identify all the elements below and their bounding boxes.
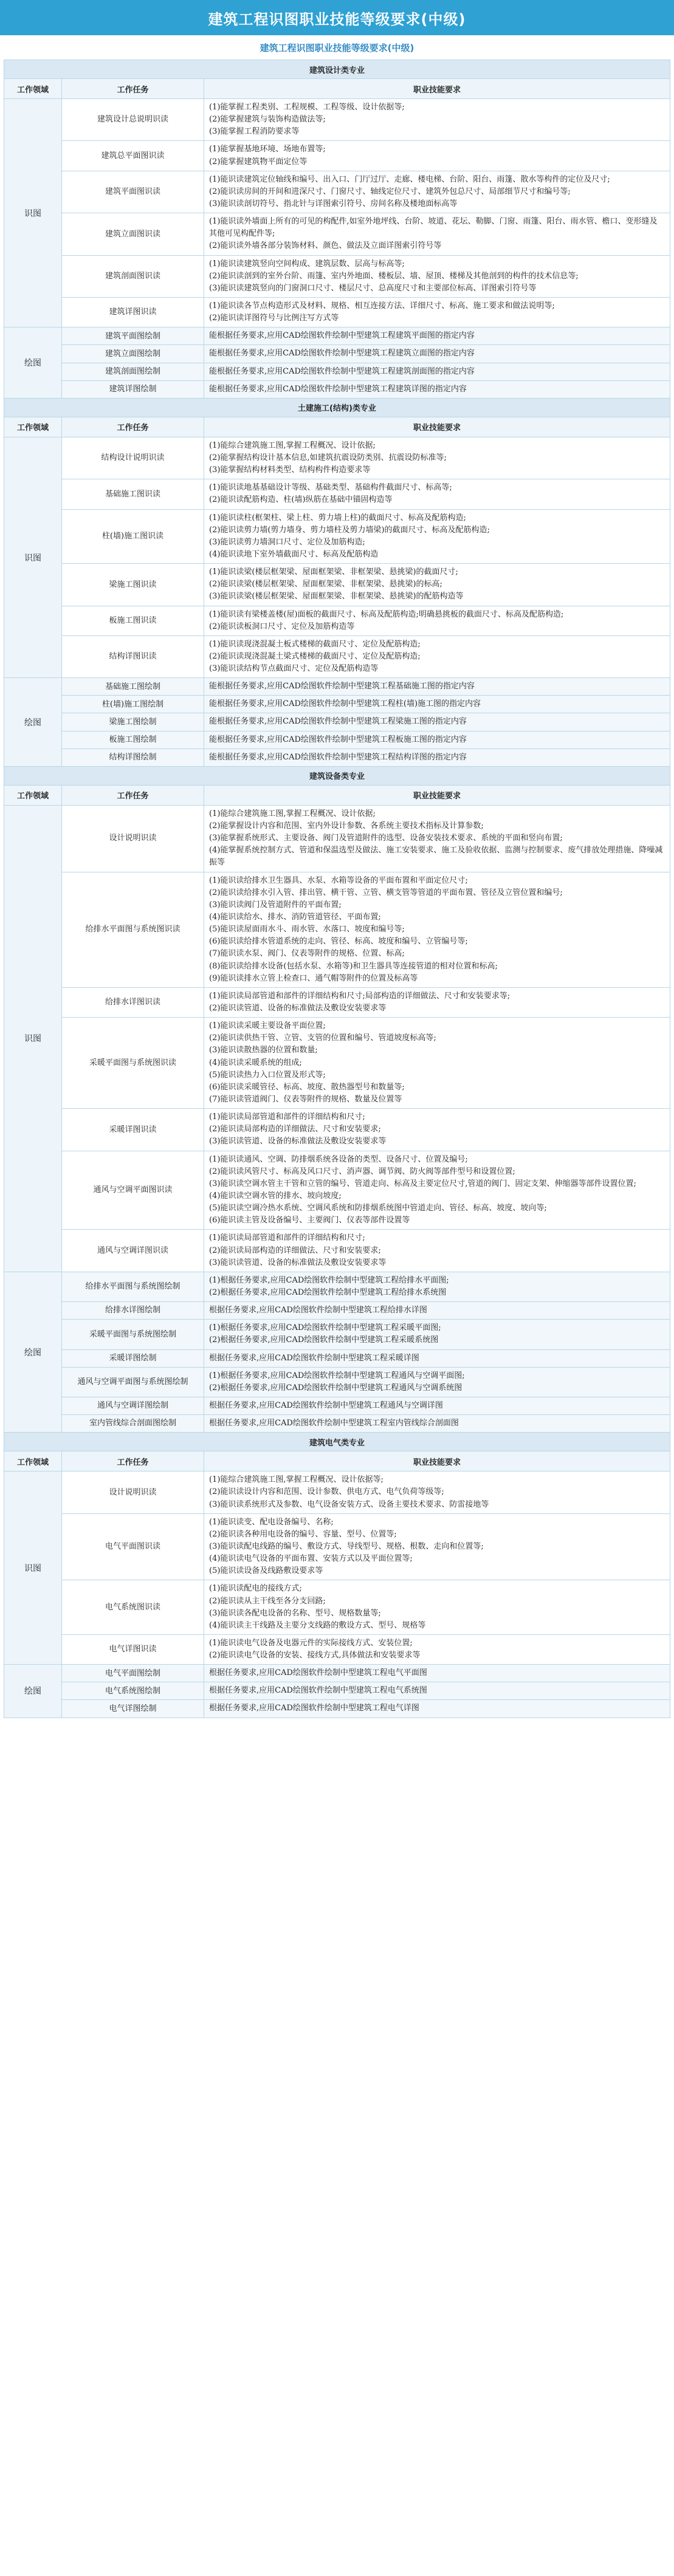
- requirement-line: (2)能识读房间的开间和进深尺寸、门窗尺寸、轴线定位尺寸、建筑外包总尺寸、局部细节尺寸和编号等;: [209, 187, 571, 196]
- table-row: [4, 748, 670, 766]
- requirement-line: (5)能识读屋面雨水斗、雨水管、水落口、坡度和编号等;: [209, 925, 405, 934]
- task-cell: 给排水详图识读: [62, 987, 204, 1017]
- requirement-line: (2)能识读详图符号与比例注写方式等: [209, 313, 339, 323]
- requirement-line: (6)能识读采暖管径、标高、坡度、散热器型号和数量等;: [209, 1082, 405, 1092]
- task-cell: 电气平面图识读: [62, 1513, 204, 1580]
- column-header-requirements: 职业技能要求: [204, 785, 670, 805]
- page-footer-spacer: [0, 1718, 674, 1727]
- task-cell: 板施工图绘制: [62, 731, 204, 748]
- requirements-cell: [204, 731, 670, 748]
- requirements-cell: [204, 1397, 670, 1414]
- task-cell: 电气详图绘制: [62, 1700, 204, 1718]
- column-header-task: 工作任务: [62, 417, 204, 437]
- table-row: [4, 437, 670, 479]
- table-row: [4, 1415, 670, 1433]
- requirement-line: (8)能识读给排水设备(包括水泵、水箱等)和卫生器具等连接管道的相对位置和标高;: [209, 961, 498, 971]
- table-row: [4, 1349, 670, 1367]
- table-row: [4, 731, 670, 748]
- requirement-line: (3)能识读梁(楼层框架梁、屋面框架梁、非框架梁、悬挑梁)的配筋构造等: [209, 592, 464, 601]
- table-row: [4, 141, 670, 171]
- requirement-line: (7)能识读水泵、阀门、仪表等附件的规格、位置、标高;: [209, 949, 405, 959]
- requirement-line: (4)能识读采暖系统的组成;: [209, 1058, 302, 1067]
- column-header-task: 工作任务: [62, 79, 204, 99]
- table-row: [4, 805, 670, 872]
- column-header-area: 工作领域: [4, 417, 62, 437]
- requirements-cell: [204, 255, 670, 297]
- requirement-line: (2)能识读局部构造的详细做法、尺寸和安装要求;: [209, 1245, 381, 1255]
- requirement-line: (2)能识读设计内容和范围、设计参数、供电方式、电气负荷等级等;: [209, 1487, 444, 1497]
- table-row: [4, 213, 670, 255]
- task-cell: 建筑详图识读: [62, 297, 204, 327]
- requirement-line: (3)能掌握结构材料类型、结构构件构造要求等: [209, 465, 371, 475]
- requirement-line: (3)能识读剖切符号、指北针与详图索引符号、房间名称及楼地面标高等: [209, 199, 458, 208]
- task-cell: 基础施工图识读: [62, 479, 204, 509]
- requirement-line: (1)能识读局部管道和部件的详细结构和尺寸;: [209, 1233, 365, 1243]
- requirements-cell: [204, 380, 670, 398]
- column-header-area: 工作领域: [4, 785, 62, 805]
- requirement-line: (2)能识读管道、设备的标准做法及敷设安装要求等: [209, 1004, 387, 1013]
- requirement-line: (5)能识读空调冷热水系统、空调风系统和防排烟系统图中管道走向、管径、标高、坡度、坡向等;: [209, 1204, 547, 1213]
- requirement-line: (1)能掌握基地环境、场地布置等;: [209, 145, 326, 154]
- requirements-cell: [204, 987, 670, 1017]
- requirement-line: (1)能识读变、配电设备编号、名称;: [209, 1517, 334, 1527]
- requirement-line: 根据任务要求,应用CAD绘图软件绘制中型建筑工程通风与空调详图: [209, 1400, 443, 1410]
- requirement-line: (3)能识读结构节点截面尺寸、定位及配筋构造等: [209, 664, 379, 674]
- requirement-line: (1)能识读电气设备及电器元件的实际接线方式、安装位置;: [209, 1638, 413, 1648]
- requirements-cell: [204, 509, 670, 564]
- requirement-line: (2)能识读电气设备的安装、接线方式,具体做法和安装要求等: [209, 1651, 421, 1660]
- table-row: [4, 345, 670, 363]
- section-title-row: [4, 1433, 670, 1451]
- requirements-cell: [204, 1665, 670, 1682]
- requirement-line: (2)根据任务要求,应用CAD绘图软件绘制中型建筑工程采暖系统图: [209, 1335, 439, 1345]
- requirement-line: (2)能识读外墙各部分装饰材料、颜色、做法及立面详图索引符号等: [209, 241, 442, 251]
- section-title-row: [4, 398, 670, 417]
- table-row: [4, 635, 670, 677]
- requirement-line: (3)能识读空调水管主干管和立管的编号、管道走向、标高及主要定位尺寸,管道的阀门、固定支架、伸缩器等部件设置位置;: [209, 1179, 636, 1188]
- requirements-cell: [204, 696, 670, 713]
- requirement-line: (1)能综合建筑施工图,掌握工程概况、设计依据;: [209, 809, 376, 818]
- requirement-line: (1)能综合建筑施工图,掌握工程概况、设计依据;: [209, 440, 376, 450]
- table-row: [4, 255, 670, 297]
- requirements-cell: [204, 564, 670, 606]
- requirements-cell: [204, 1230, 670, 1272]
- requirements-cell: [204, 363, 670, 380]
- work-area-cell: 识图: [4, 437, 62, 677]
- page-header: [0, 0, 674, 35]
- requirements-cell: [204, 171, 670, 213]
- requirement-line: (1)能识读配电的接线方式;: [209, 1584, 302, 1594]
- requirement-line: 能根据任务要求,应用CAD绘图软件绘制中型建筑工程板施工图的指定内容: [209, 735, 467, 744]
- task-cell: 采暖详图绘制: [62, 1349, 204, 1367]
- table-row: [4, 1471, 670, 1513]
- table-row: [4, 327, 670, 345]
- task-cell: 柱(墙)施工图绘制: [62, 696, 204, 713]
- table-row: [4, 696, 670, 713]
- requirements-cell: [204, 213, 670, 255]
- requirement-line: (4)能识读主干线路及主要分支线路的敷设方式、型号、规格等: [209, 1620, 426, 1630]
- requirement-line: (1)根据任务要求,应用CAD绘图软件绘制中型建筑工程采暖平面图;: [209, 1323, 441, 1333]
- requirement-line: (4)能识读给水、排水、消防管道管径、平面布置;: [209, 913, 381, 922]
- requirement-line: 能根据任务要求,应用CAD绘图软件绘制中型建筑工程结构详图的指定内容: [209, 752, 467, 762]
- requirement-line: (2)能掌握建筑与装饰构造做法等;: [209, 115, 326, 125]
- requirement-line: (2)能识读风管尺寸、标高及风口尺寸、消声器、调节阀、防火阀等部件型号和设置位置;: [209, 1166, 515, 1176]
- table-row: [4, 1580, 670, 1635]
- requirement-line: (3)能识读管道、设备的标准做法及敷设安装要求等: [209, 1137, 387, 1146]
- requirement-line: (5)能识读热力入口位置及形式等;: [209, 1070, 326, 1080]
- requirements-cell: [204, 141, 670, 171]
- requirement-line: 能根据任务要求,应用CAD绘图软件绘制中型建筑工程基础施工图的指定内容: [209, 682, 475, 691]
- table-row: [4, 479, 670, 509]
- column-header-requirements: 职业技能要求: [204, 1451, 670, 1471]
- column-header-requirements: 职业技能要求: [204, 79, 670, 99]
- requirements-cell: [204, 1415, 670, 1433]
- requirement-line: (3)能识读建筑竖向的门窗洞口尺寸、楼层尺寸、总高度尺寸和主要部位标高、详图索引符号等: [209, 283, 537, 293]
- work-area-cell: 绘图: [4, 1272, 62, 1432]
- task-cell: 结构详图识读: [62, 635, 204, 677]
- requirement-line: (4)能识读地下室外墙截面尺寸、标高及配筋构造: [209, 549, 379, 559]
- table-row: [4, 99, 670, 141]
- requirement-line: 能根据任务要求,应用CAD绘图软件绘制中型建筑工程建筑详图的指定内容: [209, 384, 467, 394]
- section-title: 建筑电气类专业: [4, 1433, 670, 1451]
- requirement-line: (6)能识读给排水管道系统的走向、管径、标高、坡度和编号、立管编号等;: [209, 937, 468, 947]
- table-row: [4, 1151, 670, 1230]
- task-cell: 采暖详图识读: [62, 1109, 204, 1151]
- task-cell: 建筑详图绘制: [62, 380, 204, 398]
- requirement-line: (3)能识读阀门及管道附件的平面布置;: [209, 900, 342, 909]
- column-header-task: 工作任务: [62, 785, 204, 805]
- requirements-cell: [204, 327, 670, 345]
- task-cell: 通风与空调平面图与系统图绘制: [62, 1367, 204, 1397]
- requirements-cell: [204, 1320, 670, 1349]
- column-header-area: 工作领域: [4, 1451, 62, 1471]
- requirements-cell: [204, 805, 670, 872]
- requirement-line: (1)根据任务要求,应用CAD绘图软件绘制中型建筑工程给排水平面图;: [209, 1275, 449, 1285]
- requirement-line: (1)根据任务要求,应用CAD绘图软件绘制中型建筑工程通风与空调平面图;: [209, 1371, 465, 1380]
- requirements-cell: [204, 1513, 670, 1580]
- requirements-cell: [204, 635, 670, 677]
- requirement-line: (3)能识读配电线路的编号、敷设方式、导线型号、规格、根数、走向和位置等;: [209, 1541, 484, 1551]
- requirement-line: (1)能识读给排水卫生器具、水泵、水箱等设备的平面布置和平面定位尺寸;: [209, 875, 468, 885]
- work-area-cell: 识图: [4, 805, 62, 1272]
- requirement-line: 根据任务要求,应用CAD绘图软件绘制中型建筑工程室内管线综合剖面图: [209, 1419, 459, 1428]
- work-area-cell: 识图: [4, 1471, 62, 1665]
- requirements-cell: [204, 479, 670, 509]
- requirement-line: 根据任务要求,应用CAD绘图软件绘制中型建筑工程给排水详图: [209, 1306, 427, 1315]
- table-row: [4, 1700, 670, 1718]
- requirement-line: (3)能识读散热器的位置和数量;: [209, 1046, 318, 1055]
- requirements-cell: [204, 1471, 670, 1513]
- requirement-line: (1)能识读通风、空调、防排烟系统各设备的类型、设备尺寸、位置及编号;: [209, 1154, 468, 1164]
- requirement-line: (2)能识读各种用电设备的编号、容量、型号、位置等;: [209, 1529, 397, 1539]
- requirement-line: (1)能识读现浇混凝土板式楼梯的截面尺寸、定位及配筋构造;: [209, 639, 421, 649]
- task-cell: 通风与空调详图识读: [62, 1230, 204, 1272]
- requirement-line: (2)根据任务要求,应用CAD绘图软件绘制中型建筑工程给排水系统图: [209, 1287, 447, 1297]
- requirements-cell: [204, 606, 670, 635]
- table-row: [4, 1109, 670, 1151]
- requirements-cell: [204, 1634, 670, 1664]
- requirements-table-body: [4, 60, 670, 1718]
- task-cell: 梁施工图识读: [62, 564, 204, 606]
- section-title: 土建施工(结构)类专业: [4, 398, 670, 417]
- requirement-line: (2)能掌握设计内容和范围、室内外设计参数、各系统主要技术指标及计算参数;: [209, 821, 484, 831]
- requirements-cell: [204, 678, 670, 696]
- table-row: [4, 363, 670, 380]
- requirements-cell: [204, 1700, 670, 1718]
- requirements-cell: [204, 1018, 670, 1109]
- task-cell: 建筑剖面图绘制: [62, 363, 204, 380]
- task-cell: 结构设计说明识读: [62, 437, 204, 479]
- task-cell: 建筑剖面图识读: [62, 255, 204, 297]
- requirement-line: (2)能掌握结构设计基本信息,如建筑抗震设防类别、抗震设防标准等;: [209, 453, 447, 462]
- requirement-line: 能根据任务要求,应用CAD绘图软件绘制中型建筑工程柱(墙)施工图的指定内容: [209, 699, 481, 709]
- task-cell: 梁施工图绘制: [62, 713, 204, 731]
- requirements-table: [4, 60, 670, 1718]
- task-cell: 建筑平面图绘制: [62, 327, 204, 345]
- task-cell: 采暖平面图与系统图绘制: [62, 1320, 204, 1349]
- requirement-line: (4)能识读电气设备的平面布置、安装方式以及平面位置等;: [209, 1554, 413, 1564]
- requirements-cell: [204, 99, 670, 141]
- column-header-task: 工作任务: [62, 1451, 204, 1471]
- requirement-line: 能根据任务要求,应用CAD绘图软件绘制中型建筑工程建筑剖面图的指定内容: [209, 366, 475, 376]
- table-wrapper: [0, 60, 674, 1718]
- requirement-line: (1)能识读有梁楼盖楼(屋)面板的截面尺寸、标高及配筋构造;明确悬挑板的截面尺寸、标高及配筋构造;: [209, 609, 564, 619]
- table-row: [4, 1302, 670, 1320]
- requirements-cell: [204, 1367, 670, 1397]
- requirement-line: 根据任务要求,应用CAD绘图软件绘制中型建筑工程电气系统图: [209, 1686, 427, 1696]
- work-area-cell: 识图: [4, 99, 62, 327]
- requirement-line: (1)能综合建筑施工图,掌握工程概况、设计依据等;: [209, 1475, 383, 1485]
- table-row: [4, 380, 670, 398]
- requirements-cell: [204, 1302, 670, 1320]
- requirement-line: (5)能识读设备及线路敷设要求等: [209, 1566, 323, 1576]
- task-cell: 电气系统图识读: [62, 1580, 204, 1635]
- requirements-cell: [204, 297, 670, 327]
- task-cell: 建筑平面图识读: [62, 171, 204, 213]
- task-cell: 室内管线综合剖面图绘制: [62, 1415, 204, 1433]
- table-row: [4, 1682, 670, 1700]
- table-row: [4, 987, 670, 1017]
- requirement-line: (2)能识读供热干管、立管、支管的位置和编号、管道坡度标高等;: [209, 1033, 436, 1043]
- task-cell: 给排水详图绘制: [62, 1302, 204, 1320]
- task-cell: 建筑总平面图识读: [62, 141, 204, 171]
- column-header-requirements: 职业技能要求: [204, 417, 670, 437]
- task-cell: 电气系统图绘制: [62, 1682, 204, 1700]
- column-header-area: 工作领域: [4, 79, 62, 99]
- requirement-line: (3)能掌握工程消防要求等: [209, 127, 300, 137]
- requirement-line: (1)能识读梁(楼层框架梁、屋面框架梁、非框架梁、悬挑梁)的截面尺寸;: [209, 567, 458, 577]
- task-cell: 建筑设计总说明识读: [62, 99, 204, 141]
- requirements-cell: [204, 1580, 670, 1635]
- table-row: [4, 297, 670, 327]
- requirements-cell: [204, 437, 670, 479]
- requirements-cell: [204, 1349, 670, 1367]
- requirement-line: (2)能识读现浇混凝土梁式楼梯的截面尺寸、定位及配筋构造;: [209, 651, 421, 661]
- requirements-cell: [204, 1151, 670, 1230]
- requirement-line: 根据任务要求,应用CAD绘图软件绘制中型建筑工程采暖详图: [209, 1353, 419, 1363]
- table-row: [4, 1513, 670, 1580]
- task-cell: 柱(墙)施工图识读: [62, 509, 204, 564]
- table-row: [4, 564, 670, 606]
- requirements-cell: [204, 748, 670, 766]
- section-title-row: [4, 60, 670, 79]
- table-row: [4, 678, 670, 696]
- requirement-line: 能根据任务要求,应用CAD绘图软件绘制中型建筑工程建筑立面图的指定内容: [209, 349, 475, 358]
- requirement-line: (1)能识读外墙面上所有的可见的构配件,如室外地坪线、台阶、坡道、花坛、勒脚、门窗、雨篷、阳台、雨水管、檐口、变形缝及其他可见构配件等;: [209, 217, 658, 239]
- table-caption-text: 建筑工程识图职业技能等级要求(中级): [260, 42, 414, 53]
- task-cell: 给排水平面图与系统图绘制: [62, 1272, 204, 1301]
- requirement-line: (2)能识读剖到的室外台阶、雨篷、室内外地面、楼板层、墙、屋顶、楼梯及其他剖到的构件的技术信息等;: [209, 271, 579, 281]
- requirement-line: (4)能识读空调水管的排水、坡向坡度;: [209, 1191, 342, 1201]
- requirements-cell: [204, 872, 670, 987]
- task-cell: 建筑立面图识读: [62, 213, 204, 255]
- requirement-line: 能根据任务要求,应用CAD绘图软件绘制中型建筑工程建筑平面图的指定内容: [209, 331, 475, 341]
- section-title: 建筑设备类专业: [4, 766, 670, 785]
- task-cell: 设计说明识读: [62, 1471, 204, 1513]
- requirement-line: 根据任务要求,应用CAD绘图软件绘制中型建筑工程电气详图: [209, 1704, 419, 1713]
- page-title: 建筑工程识图职业技能等级要求(中级): [208, 10, 466, 28]
- task-cell: 电气平面图绘制: [62, 1665, 204, 1682]
- requirement-line: (3)能识读各配电设备的名称、型号、规格数量等;: [209, 1608, 381, 1618]
- task-cell: 设计说明识读: [62, 805, 204, 872]
- table-row: [4, 1018, 670, 1109]
- requirement-line: (2)能识读剪力墙(剪力墙身、剪力墙柱及剪力墙梁)的截面尺寸、标高及配筋构造;: [209, 525, 490, 535]
- requirement-line: (3)能识读系统形式及参数、电气设备安装方式、设备主要技术要求、防雷接地等: [209, 1499, 489, 1509]
- requirement-line: (2)能识读从主干线至各分支回路;: [209, 1596, 326, 1606]
- table-row: [4, 1367, 670, 1397]
- requirement-line: (9)能识读排水立管上检查口、通气帽等附件的位置及标高等: [209, 973, 418, 983]
- requirement-line: (2)能识读局部构造的详细做法、尺寸和安装要求;: [209, 1125, 381, 1134]
- requirement-line: (6)能识读主管及设备编号、主要阀门、仪表等部件设置等: [209, 1216, 410, 1225]
- requirement-line: (3)能掌握系统形式、主要设备、阀门及管道附件的选型、设备安装技术要求、系统的平面和竖向布置;: [209, 834, 563, 843]
- requirement-line: (2)能识读给排水引入管、排出管、横干管、立管、横支管等管道的平面布置、管径及立管位置和编号;: [209, 888, 563, 897]
- column-header-row: [4, 785, 670, 805]
- column-header-row: [4, 417, 670, 437]
- table-row: [4, 1665, 670, 1682]
- table-row: [4, 713, 670, 731]
- task-cell: 给排水平面图与系统图识读: [62, 872, 204, 987]
- requirement-line: (1)能识读建筑定位轴线和编号、出入口、门厅过厅、走廊、楼电梯、台阶、阳台、雨篷、散水等构件的定位及尺寸;: [209, 174, 610, 184]
- requirements-cell: [204, 1272, 670, 1301]
- task-cell: 基础施工图绘制: [62, 678, 204, 696]
- requirement-line: (4)能掌握系统控制方式、管道和保温选型及做法、施工安装要求、施工及验收依据、监测与控制要求、废气排放处理措施、降噪减振等: [209, 846, 663, 868]
- task-cell: 建筑立面图绘制: [62, 345, 204, 363]
- requirement-line: (1)能识读建筑竖向空间构成、建筑层数、层高与标高等;: [209, 259, 405, 269]
- requirement-line: (2)能识读板洞口尺寸、定位及加筋构造等: [209, 622, 355, 631]
- requirements-cell: [204, 713, 670, 731]
- requirement-line: (7)能识读管道阀门、仪表等附件的规格、数量及位置等: [209, 1095, 402, 1104]
- requirement-line: 根据任务要求,应用CAD绘图软件绘制中型建筑工程电气平面图: [209, 1668, 427, 1678]
- work-area-cell: 绘图: [4, 678, 62, 767]
- requirements-cell: [204, 345, 670, 363]
- table-row: [4, 1634, 670, 1664]
- requirements-cell: [204, 1109, 670, 1151]
- requirement-line: 能根据任务要求,应用CAD绘图软件绘制中型建筑工程梁施工图的指定内容: [209, 717, 467, 727]
- column-header-row: [4, 79, 670, 99]
- task-cell: 通风与空调详图绘制: [62, 1397, 204, 1414]
- requirement-line: (2)能掌握建筑物平面定位等: [209, 157, 308, 166]
- table-row: [4, 171, 670, 213]
- table-row: [4, 606, 670, 635]
- table-row: [4, 1230, 670, 1272]
- requirement-line: (1)能识读采暖主要设备平面位置;: [209, 1021, 326, 1031]
- section-title: 建筑设计类专业: [4, 60, 670, 79]
- requirement-line: (2)能识读配筋构造、柱(墙)纵筋在基础中锚固构造等: [209, 495, 393, 505]
- requirement-line: (1)能识读局部管道和部件的详细结构和尺寸;局部构造的详细做法、尺寸和安装要求等;: [209, 991, 511, 1001]
- section-title-row: [4, 766, 670, 785]
- task-cell: 板施工图识读: [62, 606, 204, 635]
- table-row: [4, 1272, 670, 1301]
- table-row: [4, 872, 670, 987]
- work-area-cell: 绘图: [4, 327, 62, 399]
- table-row: [4, 1397, 670, 1414]
- table-caption: [0, 35, 674, 60]
- table-row: [4, 1320, 670, 1349]
- task-cell: 结构详图绘制: [62, 748, 204, 766]
- requirements-cell: [204, 1682, 670, 1700]
- requirement-line: (3)能识读剪力墙洞口尺寸、定位及加筋构造;: [209, 537, 365, 547]
- task-cell: 采暖平面图与系统图识读: [62, 1018, 204, 1109]
- requirement-line: (1)能识读局部管道和部件的详细结构和尺寸;: [209, 1112, 365, 1122]
- requirement-line: (3)能识读管道、设备的标准做法及敷设安装要求等: [209, 1258, 387, 1267]
- column-header-row: [4, 1451, 670, 1471]
- requirement-line: (2)能识读梁(楼层框架梁、屋面框架梁、非框架梁、悬挑梁)的标高;: [209, 580, 442, 589]
- work-area-cell: 绘图: [4, 1665, 62, 1718]
- requirement-line: (2)根据任务要求,应用CAD绘图软件绘制中型建筑工程通风与空调系统图: [209, 1383, 463, 1392]
- task-cell: 电气详图识读: [62, 1634, 204, 1664]
- task-cell: 通风与空调平面图识读: [62, 1151, 204, 1230]
- table-row: [4, 509, 670, 564]
- requirement-line: (1)能识读各节点构造形式及材料、规格、相互连接方法、详细尺寸、标高、施工要求和做法说明等;: [209, 301, 555, 310]
- requirement-line: (1)能掌握工程类别、工程规模、工程等级、设计依据等;: [209, 103, 405, 112]
- requirement-line: (1)能识读地基基础设计等级、基础类型、基础构件截面尺寸、标高等;: [209, 483, 452, 493]
- requirement-line: (1)能识读柱(框架柱、梁上柱、剪力墙上柱)的截面尺寸、标高及配筋构造;: [209, 513, 466, 522]
